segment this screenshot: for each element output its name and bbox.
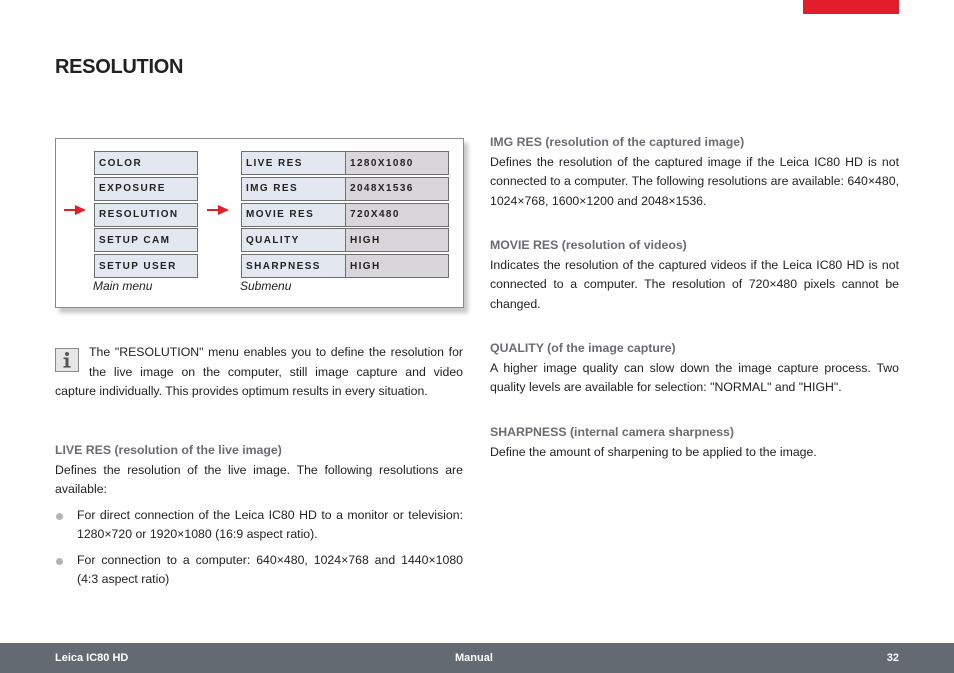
page-footer [0, 643, 954, 673]
section-quality [490, 339, 899, 398]
section-movie-res [490, 236, 899, 314]
submenu-label: MOVIE RES [242, 204, 346, 226]
info-note [55, 343, 463, 402]
main-menu-item-setup-user [94, 254, 198, 278]
section-body: A higher image quality can slow down the image capture process. Two quality levels are available for selection: "NORMAL" and "HIGH". [490, 360, 899, 394]
page-title: RESOLUTION [55, 56, 184, 78]
submenu-item-movie-res [241, 203, 449, 227]
section-body: Defines the resolution of the captured image if the Leica IC80 HD is not connected to a computer. The following resolutions are available: 640×480, 1024×768, 1600×1200 and 2048×1536. [490, 154, 899, 208]
submenu-item-live-res [241, 151, 449, 175]
footer-product: Leica IC80 HD [55, 652, 129, 664]
main-menu-caption: Main menu [93, 279, 153, 293]
main-menu-item-resolution [94, 203, 198, 227]
main-menu-label: EXPOSURE [95, 178, 197, 200]
submenu-value: HIGH [346, 255, 448, 277]
submenu-item-sharpness [241, 254, 449, 278]
section-live-res [55, 441, 463, 596]
section-body: Indicates the resolution of the captured videos if the Leica IC80 HD is not connected to a computer. The resolution of 720×480 pixels cannot be changed. [490, 257, 899, 311]
main-menu-label: COLOR [95, 152, 197, 174]
red-header-tab [803, 0, 899, 14]
section-title: QUALITY (of the image capture) [490, 341, 676, 355]
info-text: The "RESOLUTION" menu enables you to define the resolution for the live image on the computer, still image capture and video capture individually. This provides optimum results in every situation. [55, 345, 463, 398]
submenu-list [241, 151, 449, 280]
main-menu-item-exposure [94, 177, 198, 201]
submenu-value: 720X480 [346, 204, 448, 226]
section-title: IMG RES (resolution of the captured image) [490, 135, 745, 149]
section-title: SHARPNESS (internal camera sharpness) [490, 425, 734, 439]
list-item: For direct connection of the Leica IC80 HD to a monitor or television: 1280×720 or 1920×1080 (16:9 aspect ratio). [55, 506, 463, 545]
section-body: Defines the resolution of the live image. The following resolutions are available: [55, 462, 463, 496]
submenu-item-quality [241, 228, 449, 252]
submenu-item-img-res [241, 177, 449, 201]
red-arrow-right-icon [207, 205, 229, 215]
submenu-label: QUALITY [242, 229, 346, 251]
info-icon [55, 348, 79, 372]
main-menu-label: SETUP USER [95, 255, 197, 277]
submenu-value: HIGH [346, 229, 448, 251]
main-menu-item-setup-cam [94, 228, 198, 252]
submenu-value: 2048X1536 [346, 178, 448, 200]
section-title: LIVE RES (resolution of the live image) [55, 443, 282, 457]
main-menu-label: SETUP CAM [95, 229, 197, 251]
section-title: MOVIE RES (resolution of videos) [490, 238, 687, 252]
submenu-label: IMG RES [242, 178, 346, 200]
section-img-res [490, 133, 899, 211]
footer-page-number: 32 [886, 652, 899, 664]
main-menu-item-color [94, 151, 198, 175]
list-item: For connection to a computer: 640×480, 1024×768 and 1440×1080 (4:3 aspect ratio) [55, 551, 463, 590]
submenu-value: 1280X1080 [346, 152, 448, 174]
red-arrow-right-icon [64, 205, 86, 215]
footer-doc-type: Manual [455, 652, 493, 664]
bullet-list [55, 506, 463, 590]
menu-figure [55, 138, 464, 308]
submenu-caption: Submenu [240, 279, 292, 293]
main-menu-list [94, 151, 198, 280]
section-sharpness [490, 423, 899, 462]
submenu-label: SHARPNESS [242, 255, 346, 277]
submenu-label: LIVE RES [242, 152, 346, 174]
main-menu-label: RESOLUTION [95, 204, 197, 226]
section-body: Define the amount of sharpening to be applied to the image. [490, 444, 817, 459]
